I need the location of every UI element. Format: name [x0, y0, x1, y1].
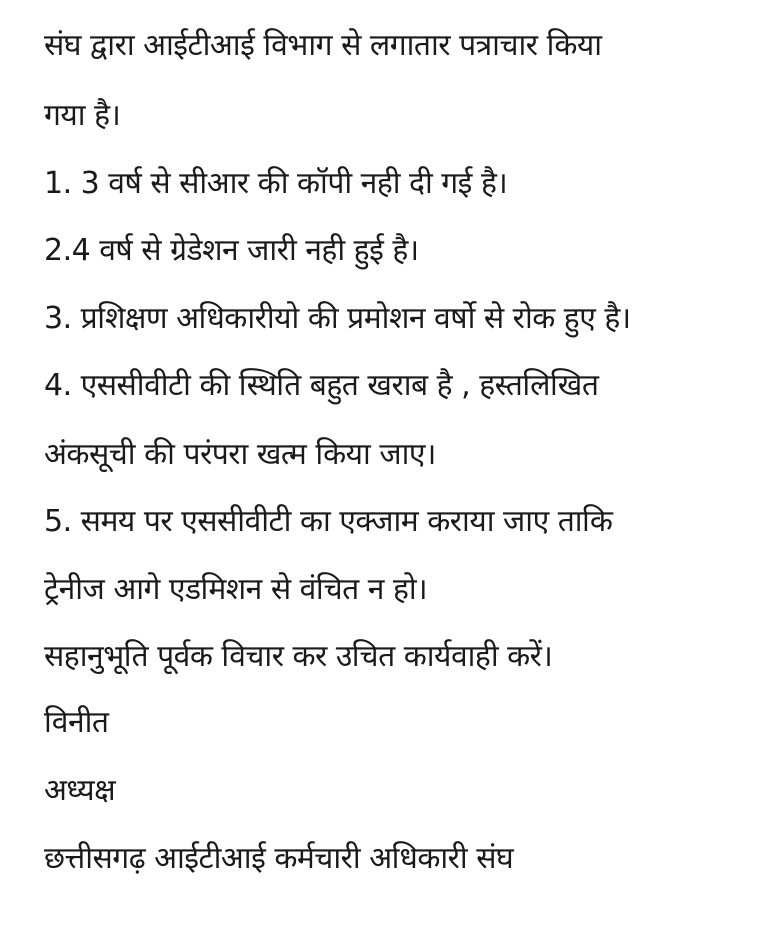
- point-5: 5. समय पर एससीवीटी का एक्जाम कराया जाए ताकि: [44, 504, 613, 539]
- organization-name: छत्तीसगढ़ आईटीआई कर्मचारी अधिकारी संघ: [44, 841, 514, 876]
- point-5-continued: ट्रेनीज आगे एडमिशन से वंचित न हो।: [44, 572, 428, 607]
- point-4-continued: अंकसूची की परंपरा खत्म किया जाए।: [44, 437, 436, 472]
- point-3: 3. प्रशिक्षण अधिकारीयो की प्रमोशन वर्षो से रोक हुए है।: [44, 301, 631, 336]
- body-line-intro-end: गया है।: [44, 98, 121, 133]
- point-2: 2.4 वर्ष से ग्रेडेशन जारी नही हुई है।: [44, 233, 419, 268]
- request-line: सहानुभूति पूर्वक विचार कर उचित कार्यवाही करें।: [44, 639, 553, 674]
- point-4: 4. एससीवीटी की स्थिति बहुत खराब है , हस्तलिखित: [44, 368, 599, 403]
- point-1: 1. 3 वर्ष से सीआर की कॉपी नही दी गई है।: [44, 166, 508, 201]
- closing-vineet: विनीत: [44, 705, 109, 740]
- signatory-title: अध्यक्ष: [44, 773, 116, 808]
- body-line-intro: संघ द्वारा आईटीआई विभाग से लगातार पत्राचार किया: [44, 28, 602, 63]
